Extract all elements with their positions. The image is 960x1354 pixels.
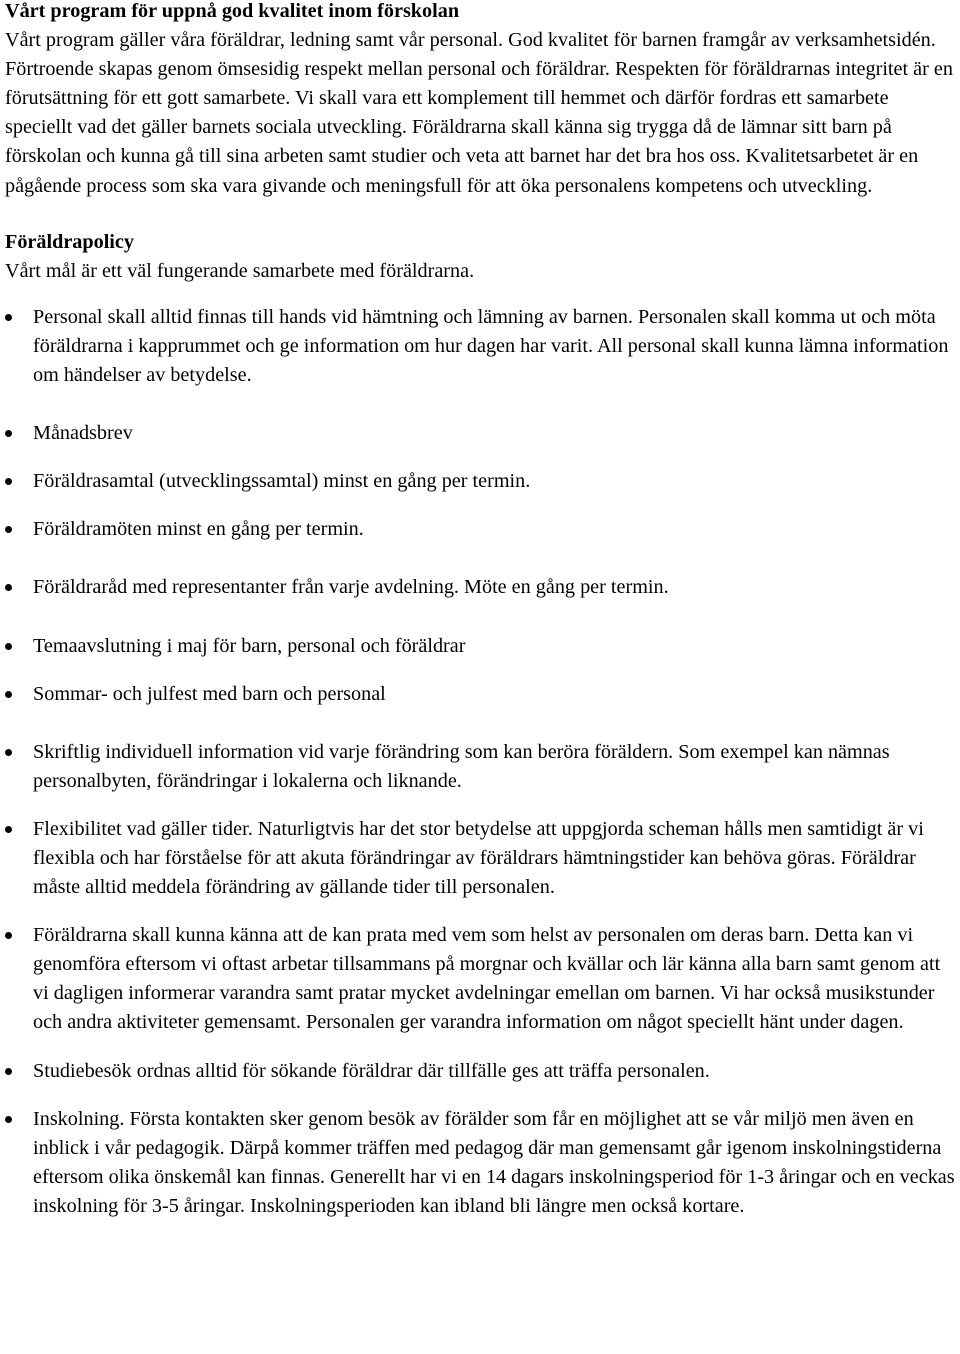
list-item (5, 1105, 957, 1221)
bullet-icon (5, 526, 12, 533)
list-item (5, 921, 957, 1037)
list-item (5, 632, 957, 661)
list-item (5, 515, 957, 544)
list-item (5, 680, 957, 709)
bullet-icon (5, 1116, 12, 1123)
list-item-text: Flexibilitet vad gäller tider. Naturligtvis har det stor betydelse att uppgjorda scheman hålls men samtidigt är vi flexibla och har förståelse för att akuta förändringar av föräldrars hämtningstider kan behöva göras. Föräldrar måste alltid meddela förändring av gällande tider till personalen. (33, 817, 924, 899)
list-item-text: Temaavslutning i maj för barn, personal och föräldrar (33, 634, 466, 657)
policy-heading: Föräldrapolicy (5, 230, 134, 253)
list-item-text: Studiebesök ordnas alltid för sökande föräldrar där tillfälle ges att träffa personalen. (33, 1059, 710, 1082)
list-item-text: Föräldrarna skall kunna känna att de kan prata med vem som helst av personalen om deras barn. Detta kan vi genomföra eftersom vi oftast arbetar tillsammans på morgnar och kvällar och lär känna alla barn samt genom att vi dagligen informerar varandra samt pratar mycket avdelningar emellan om barnen. Vi har också musikstunder och andra aktiviteter gemensamt. Personalen ger varandra information om något speciellt hänt under dagen. (33, 924, 941, 1034)
policy-lead: Vårt mål är ett väl fungerande samarbete med föräldrarna. (5, 259, 475, 282)
bullet-icon (5, 691, 12, 698)
bullet-icon (5, 932, 12, 939)
bullet-icon (5, 1068, 12, 1075)
list-item (5, 303, 957, 390)
list-item (5, 419, 957, 448)
bullet-icon (5, 584, 12, 591)
list-item-text: Skriftlig individuell information vid varje förändring som kan beröra föräldern. Som exempel kan nämnas personalbyten, förändringar i lokalerna och liknande. (33, 740, 890, 792)
bullet-icon (5, 430, 12, 437)
list-item (5, 467, 957, 496)
list-item (5, 738, 957, 796)
list-item-text: Föräldrasamtal (utvecklingssamtal) minst en gång per termin. (33, 470, 531, 493)
list-item-text: Föräldraråd med representanter från varje avdelning. Möte en gång per termin. (33, 576, 669, 599)
list-item (5, 1057, 957, 1086)
bullet-icon (5, 643, 12, 650)
list-item-text: Föräldramöten minst en gång per termin. (33, 518, 364, 541)
bullet-icon (5, 749, 12, 756)
policy-list (5, 303, 957, 1221)
list-item-text: Personal skall alltid finnas till hands vid hämtning och lämning av barnen. Personalen skall komma ut och möta föräldrarna i kapprummet och ge information om hur dagen har varit. All personal skall kunna lämna information om händelser av betydelse. (33, 305, 949, 387)
list-item-text: Inskolning. Första kontakten sker genom besök av förälder som får en möjlighet att se vår miljö men även en inblick i vår pedagogik. Därpå kommer träffen med pedagog där man gemensamt går igenom inskolningstiderna eftersom olika önskemål kan finnas. Generellt har vi en 14 dagars inskolningsperiod för 1-3 åringar och en veckas inskolning för 3-5 åringar. Inskolningsperioden kan ibland bli längre men också kortare. (33, 1107, 955, 1217)
document-page (5, 0, 957, 1221)
intro-paragraph: Vårt program gäller våra föräldrar, ledning samt vår personal. God kvalitet för barnen framgår av verksamhetsidén. Förtroende skapas genom ömsesidig respekt mellan personal och föräldrar. Respekten för föräldrarnas integritet är en förutsättning för ett gott samarbete. Vi skall vara ett komplement till hemmet och därför fordras ett samarbete speciellt vad det gäller barnets sociala utveckling. Föräldrarna skall känna sig trygga då de lämnar sitt barn på förskolan och kunna gå till sina arbeten samt studier och veta att barnet har det bra hos oss. Kvalitetsarbetet är en pågående process som ska vara givande och meningsfull för att öka personalens kompetens och utveckling. (5, 29, 953, 197)
bullet-icon (5, 826, 12, 833)
bullet-icon (5, 478, 12, 485)
list-item (5, 815, 957, 902)
list-item (5, 573, 957, 602)
document-title: Vårt program för uppnå god kvalitet inom förskolan (5, 0, 460, 22)
list-item-text: Sommar- och julfest med barn och personal (33, 682, 386, 705)
bullet-icon (5, 314, 12, 321)
list-item-text: Månadsbrev (33, 422, 133, 445)
